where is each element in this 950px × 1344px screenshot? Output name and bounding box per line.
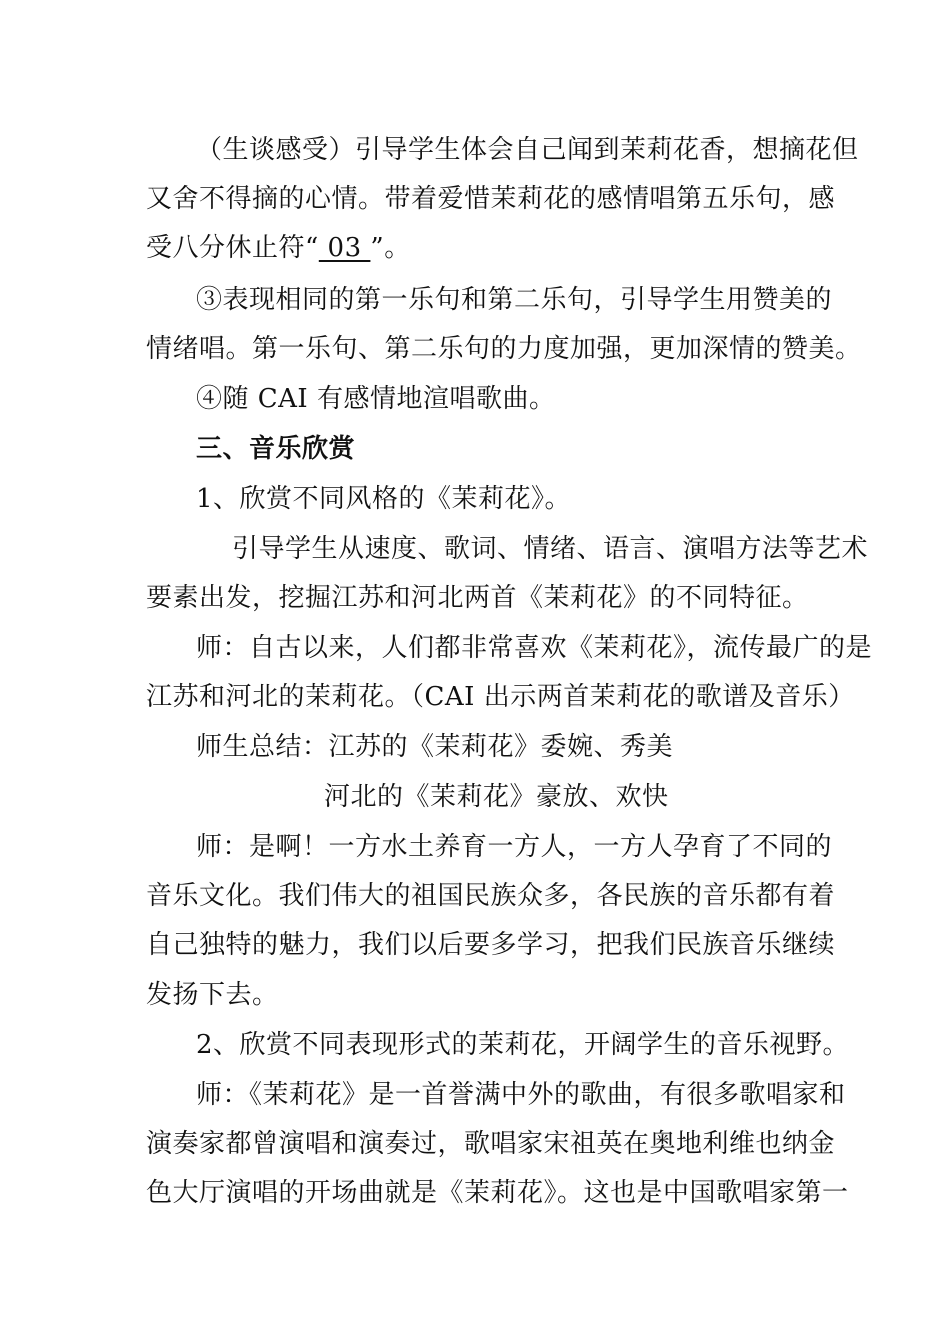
paragraph-line: 引导学生从速度、歌词、情绪、语言、演唱方法等艺术	[232, 534, 869, 564]
paragraph-line: 音乐文化。我们伟大的祖国民族众多，各民族的音乐都有着	[146, 881, 836, 911]
paragraph-line: 江苏和河北的茉莉花。（CAI 出示两首茉莉花的歌谱及音乐）	[146, 682, 855, 712]
paragraph-line: ④随 CAI 有感情地渲唱歌曲。	[196, 384, 556, 414]
underlined-rest-notation: 03	[318, 233, 371, 263]
paragraph-line: 师：自古以来，人们都非常喜欢《茉莉花》，流传最广的是	[196, 633, 873, 663]
paragraph-line: 自己独特的魅力，我们以后要多学习，把我们民族音乐继续	[146, 930, 836, 960]
paragraph-line: 色大厅演唱的开场曲就是《茉莉花》。这也是中国歌唱家第一	[146, 1178, 849, 1208]
paragraph-line: 2、欣赏不同表现形式的茉莉花，开阔学生的音乐视野。	[196, 1030, 850, 1060]
paragraph-line: 师：是啊！一方水土养育一方人，一方人孕育了不同的	[196, 832, 833, 862]
line-text: 受八分休止符“	[146, 233, 319, 263]
paragraph-line: （生谈感受）引导学生体会自己闻到茉莉花香，想摘花但	[196, 135, 859, 165]
line-text: ”。	[370, 233, 411, 263]
paragraph-line: 又舍不得摘的心情。带着爱惜茉莉花的感情唱第五乐句，感	[146, 184, 836, 214]
paragraph-line: 师生总结：江苏的《茉莉花》委婉、秀美	[196, 732, 674, 762]
paragraph-line	[146, 231, 411, 265]
paragraph-line: 河北的《茉莉花》豪放、欢快	[324, 782, 669, 812]
paragraph-line: 1、欣赏不同风格的《茉莉花》。	[196, 484, 572, 514]
paragraph-line: 情绪唱。第一乐句、第二乐句的力度加强，更加深情的赞美。	[146, 334, 862, 364]
paragraph-line: 师：《茉莉花》是一首誉满中外的歌曲，有很多歌唱家和	[196, 1080, 846, 1110]
paragraph-line: ③表现相同的第一乐句和第二乐句，引导学生用赞美的	[196, 285, 833, 315]
paragraph-line: 要素出发，挖掘江苏和河北两首《茉莉花》的不同特征。	[146, 583, 809, 613]
paragraph-line: 演奏家都曾演唱和演奏过，歌唱家宋祖英在奥地利维也纳金	[146, 1129, 836, 1159]
section-heading: 三、音乐欣赏	[196, 434, 356, 464]
paragraph-line: 发扬下去。	[146, 980, 279, 1010]
